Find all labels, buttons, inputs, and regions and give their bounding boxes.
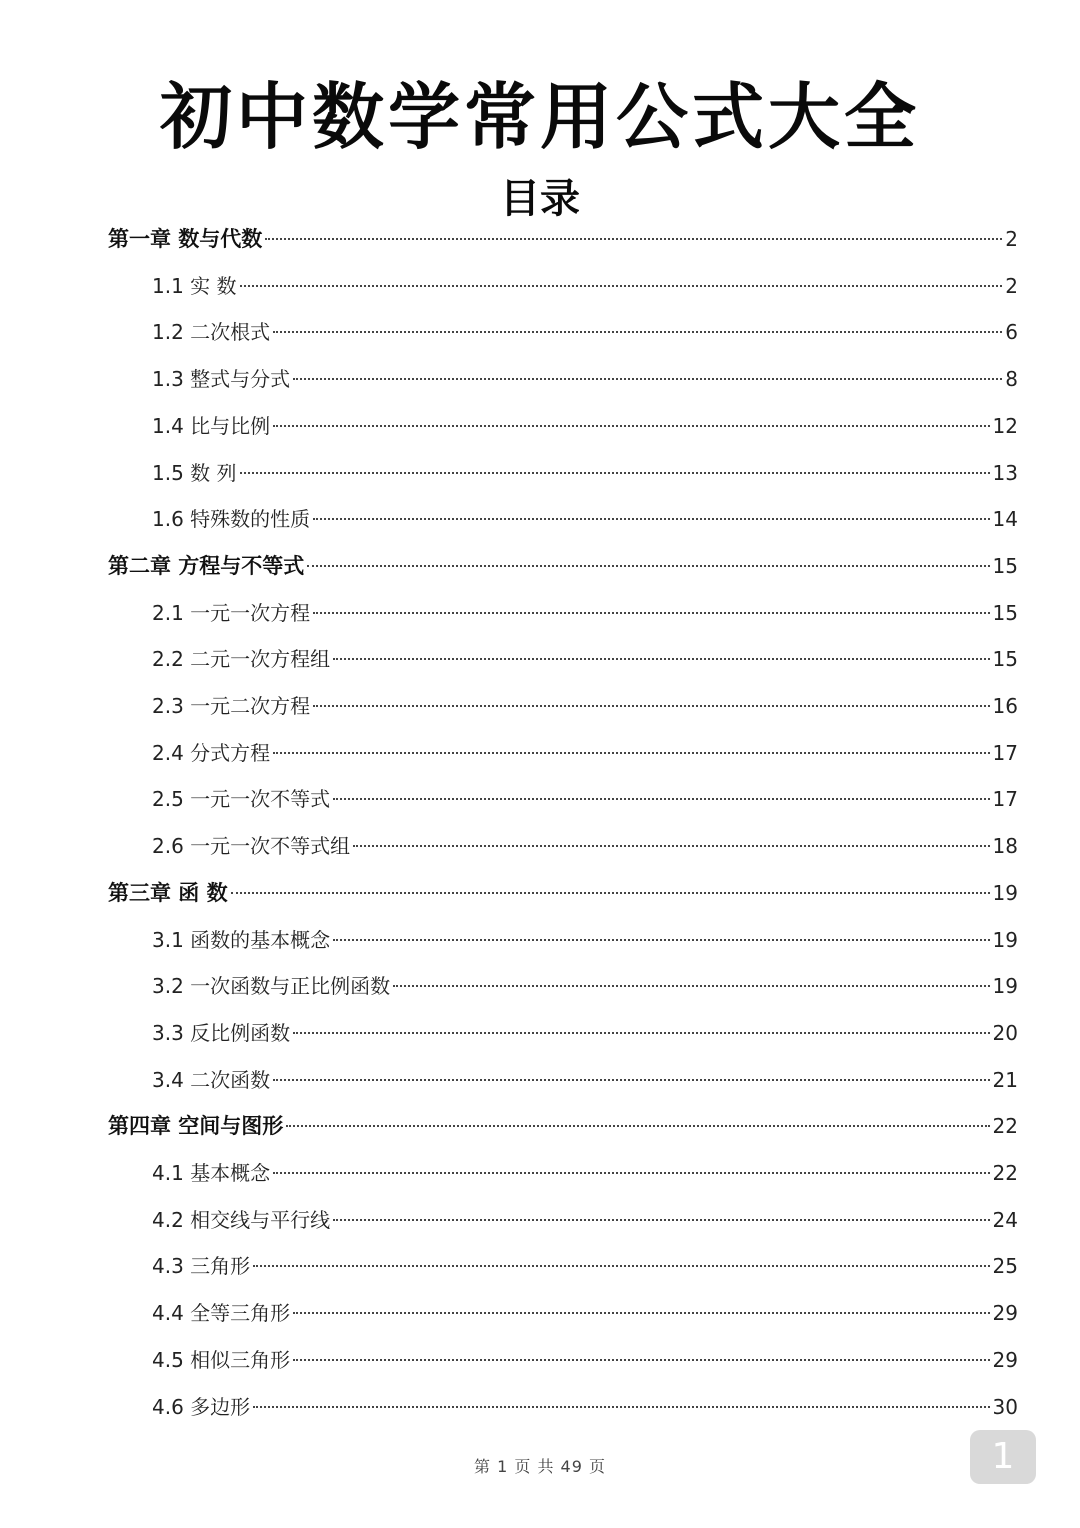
toc-entry-label: 2.1 一元一次方程 — [152, 600, 311, 625]
toc-entry-label: 1.2 二次根式 — [152, 320, 271, 345]
toc-section-entry[interactable] — [152, 636, 1018, 682]
toc-page-number: 13 — [992, 460, 1018, 485]
toc-section-entry[interactable] — [152, 1290, 1018, 1336]
toc-section-entry[interactable] — [152, 730, 1018, 776]
toc-chapter-entry[interactable] — [108, 870, 1018, 916]
toc-page-number: 2 — [1005, 227, 1018, 251]
dot-leader — [313, 518, 989, 520]
dot-leader — [293, 1312, 989, 1314]
toc-section-entry[interactable] — [152, 356, 1018, 402]
toc-page-number: 2 — [1005, 273, 1018, 298]
dot-leader — [286, 1125, 989, 1127]
toc-entry-label: 4.3 三角形 — [152, 1254, 251, 1279]
toc-chapter-entry[interactable] — [108, 543, 1018, 589]
toc-entry-label: 1.1 实 数 — [152, 273, 237, 298]
toc-page-number: 25 — [992, 1254, 1018, 1279]
toc-page-number: 15 — [992, 647, 1018, 672]
toc-page-number: 24 — [992, 1207, 1018, 1232]
toc-section-entry[interactable] — [152, 1150, 1018, 1196]
toc-page-number: 29 — [992, 1347, 1018, 1372]
toc-heading: 目录 — [500, 176, 580, 222]
toc-section-entry[interactable] — [152, 590, 1018, 636]
toc-chapter-entry[interactable] — [108, 1103, 1018, 1149]
toc-page-number: 15 — [992, 600, 1018, 625]
toc-page-number: 29 — [992, 1301, 1018, 1326]
toc-page-number: 12 — [992, 413, 1018, 438]
toc-entry-label: 第四章 空间与图形 — [108, 1113, 284, 1139]
toc-section-entry[interactable] — [152, 309, 1018, 355]
toc-entry-label: 2.4 分式方程 — [152, 740, 271, 765]
dot-leader — [333, 798, 989, 800]
toc-entry-label: 第三章 函 数 — [108, 879, 228, 905]
dot-leader — [265, 238, 1002, 240]
dot-leader — [307, 565, 989, 567]
toc-entry-label: 2.3 一元二次方程 — [152, 694, 311, 718]
dot-leader — [333, 1219, 989, 1221]
toc-page-number: 20 — [992, 1020, 1018, 1045]
toc-entry-label: 3.1 函数的基本概念 — [152, 927, 331, 952]
toc-section-entry[interactable] — [152, 1010, 1018, 1056]
toc-entry-label: 4.2 相交线与平行线 — [152, 1207, 331, 1232]
dot-leader — [231, 892, 990, 894]
dot-leader — [273, 752, 989, 754]
toc-page-number: 17 — [992, 740, 1018, 765]
toc-entry-label: 4.6 多边形 — [152, 1394, 251, 1419]
toc-page-number: 21 — [992, 1067, 1018, 1092]
toc-page-number: 22 — [992, 1114, 1018, 1139]
dot-leader — [313, 705, 989, 707]
toc-section-entry[interactable] — [152, 450, 1018, 496]
toc-section-entry[interactable] — [152, 1384, 1018, 1430]
toc-entry-label: 4.1 基本概念 — [152, 1161, 271, 1185]
toc-page-number: 17 — [992, 787, 1018, 812]
toc-page-number: 6 — [1005, 320, 1018, 345]
toc-section-entry[interactable] — [152, 1337, 1018, 1383]
toc-section-entry[interactable] — [152, 263, 1018, 309]
toc-entry-label: 1.5 数 列 — [152, 460, 237, 485]
toc-section-entry[interactable] — [152, 917, 1018, 963]
dot-leader — [353, 845, 989, 847]
toc-page-number: 22 — [992, 1161, 1018, 1185]
toc-entry-label: 4.4 全等三角形 — [152, 1301, 291, 1326]
page-footer: 第 1 页 共 49 页 — [474, 1457, 606, 1476]
dot-leader — [240, 472, 990, 474]
toc-page-number: 19 — [992, 880, 1018, 905]
toc-entry-label: 1.3 整式与分式 — [152, 367, 291, 392]
toc-section-entry[interactable] — [152, 823, 1018, 869]
toc-chapter-entry[interactable] — [108, 216, 1018, 262]
dot-leader — [333, 658, 989, 660]
dot-leader — [293, 378, 1002, 380]
dot-leader — [273, 331, 1002, 333]
dot-leader — [240, 285, 1003, 287]
toc-entry-label: 2.2 二元一次方程组 — [152, 647, 331, 672]
toc-entry-label: 第一章 数与代数 — [108, 226, 263, 251]
toc-entry-label: 1.4 比与比例 — [152, 413, 271, 438]
dot-leader — [253, 1265, 989, 1267]
toc-page-number: 19 — [992, 927, 1018, 952]
toc-page-number: 16 — [992, 694, 1018, 718]
dot-leader — [253, 1406, 989, 1408]
dot-leader — [313, 612, 989, 614]
toc-section-entry[interactable] — [152, 1243, 1018, 1289]
toc-section-entry[interactable] — [152, 683, 1018, 729]
dot-leader — [393, 985, 989, 987]
dot-leader — [293, 1359, 989, 1361]
toc-page-number: 30 — [992, 1394, 1018, 1419]
page-number-badge[interactable]: 1 — [970, 1430, 1036, 1484]
toc-page-number: 8 — [1005, 367, 1018, 392]
toc-entry-label: 4.5 相似三角形 — [152, 1347, 291, 1372]
toc-page-number: 14 — [992, 507, 1018, 532]
toc-section-entry[interactable] — [152, 776, 1018, 822]
toc-section-entry[interactable] — [152, 403, 1018, 449]
toc-section-entry[interactable] — [152, 1057, 1018, 1103]
toc-entry-label: 2.5 一元一次不等式 — [152, 787, 331, 812]
dot-leader — [273, 425, 989, 427]
document-title: 初中数学常用公式大全 — [159, 74, 920, 159]
toc-entry-label: 1.6 特殊数的性质 — [152, 507, 311, 532]
toc-section-entry[interactable] — [152, 496, 1018, 542]
dot-leader — [273, 1172, 989, 1174]
toc-section-entry[interactable] — [152, 963, 1018, 1009]
toc-entry-label: 第二章 方程与不等式 — [108, 552, 305, 578]
dot-leader — [293, 1032, 989, 1034]
toc-section-entry[interactable] — [152, 1197, 1018, 1243]
toc-page-number: 19 — [992, 974, 1018, 999]
toc-entry-label: 3.4 二次函数 — [152, 1067, 271, 1092]
toc-page-number: 18 — [992, 834, 1018, 859]
toc-entry-label: 3.2 一次函数与正比例函数 — [152, 974, 391, 999]
dot-leader — [273, 1079, 989, 1081]
dot-leader — [333, 939, 989, 941]
toc-entry-label: 3.3 反比例函数 — [152, 1020, 291, 1045]
toc-entry-label: 2.6 一元一次不等式组 — [152, 834, 351, 859]
toc-page-number: 15 — [992, 553, 1018, 578]
